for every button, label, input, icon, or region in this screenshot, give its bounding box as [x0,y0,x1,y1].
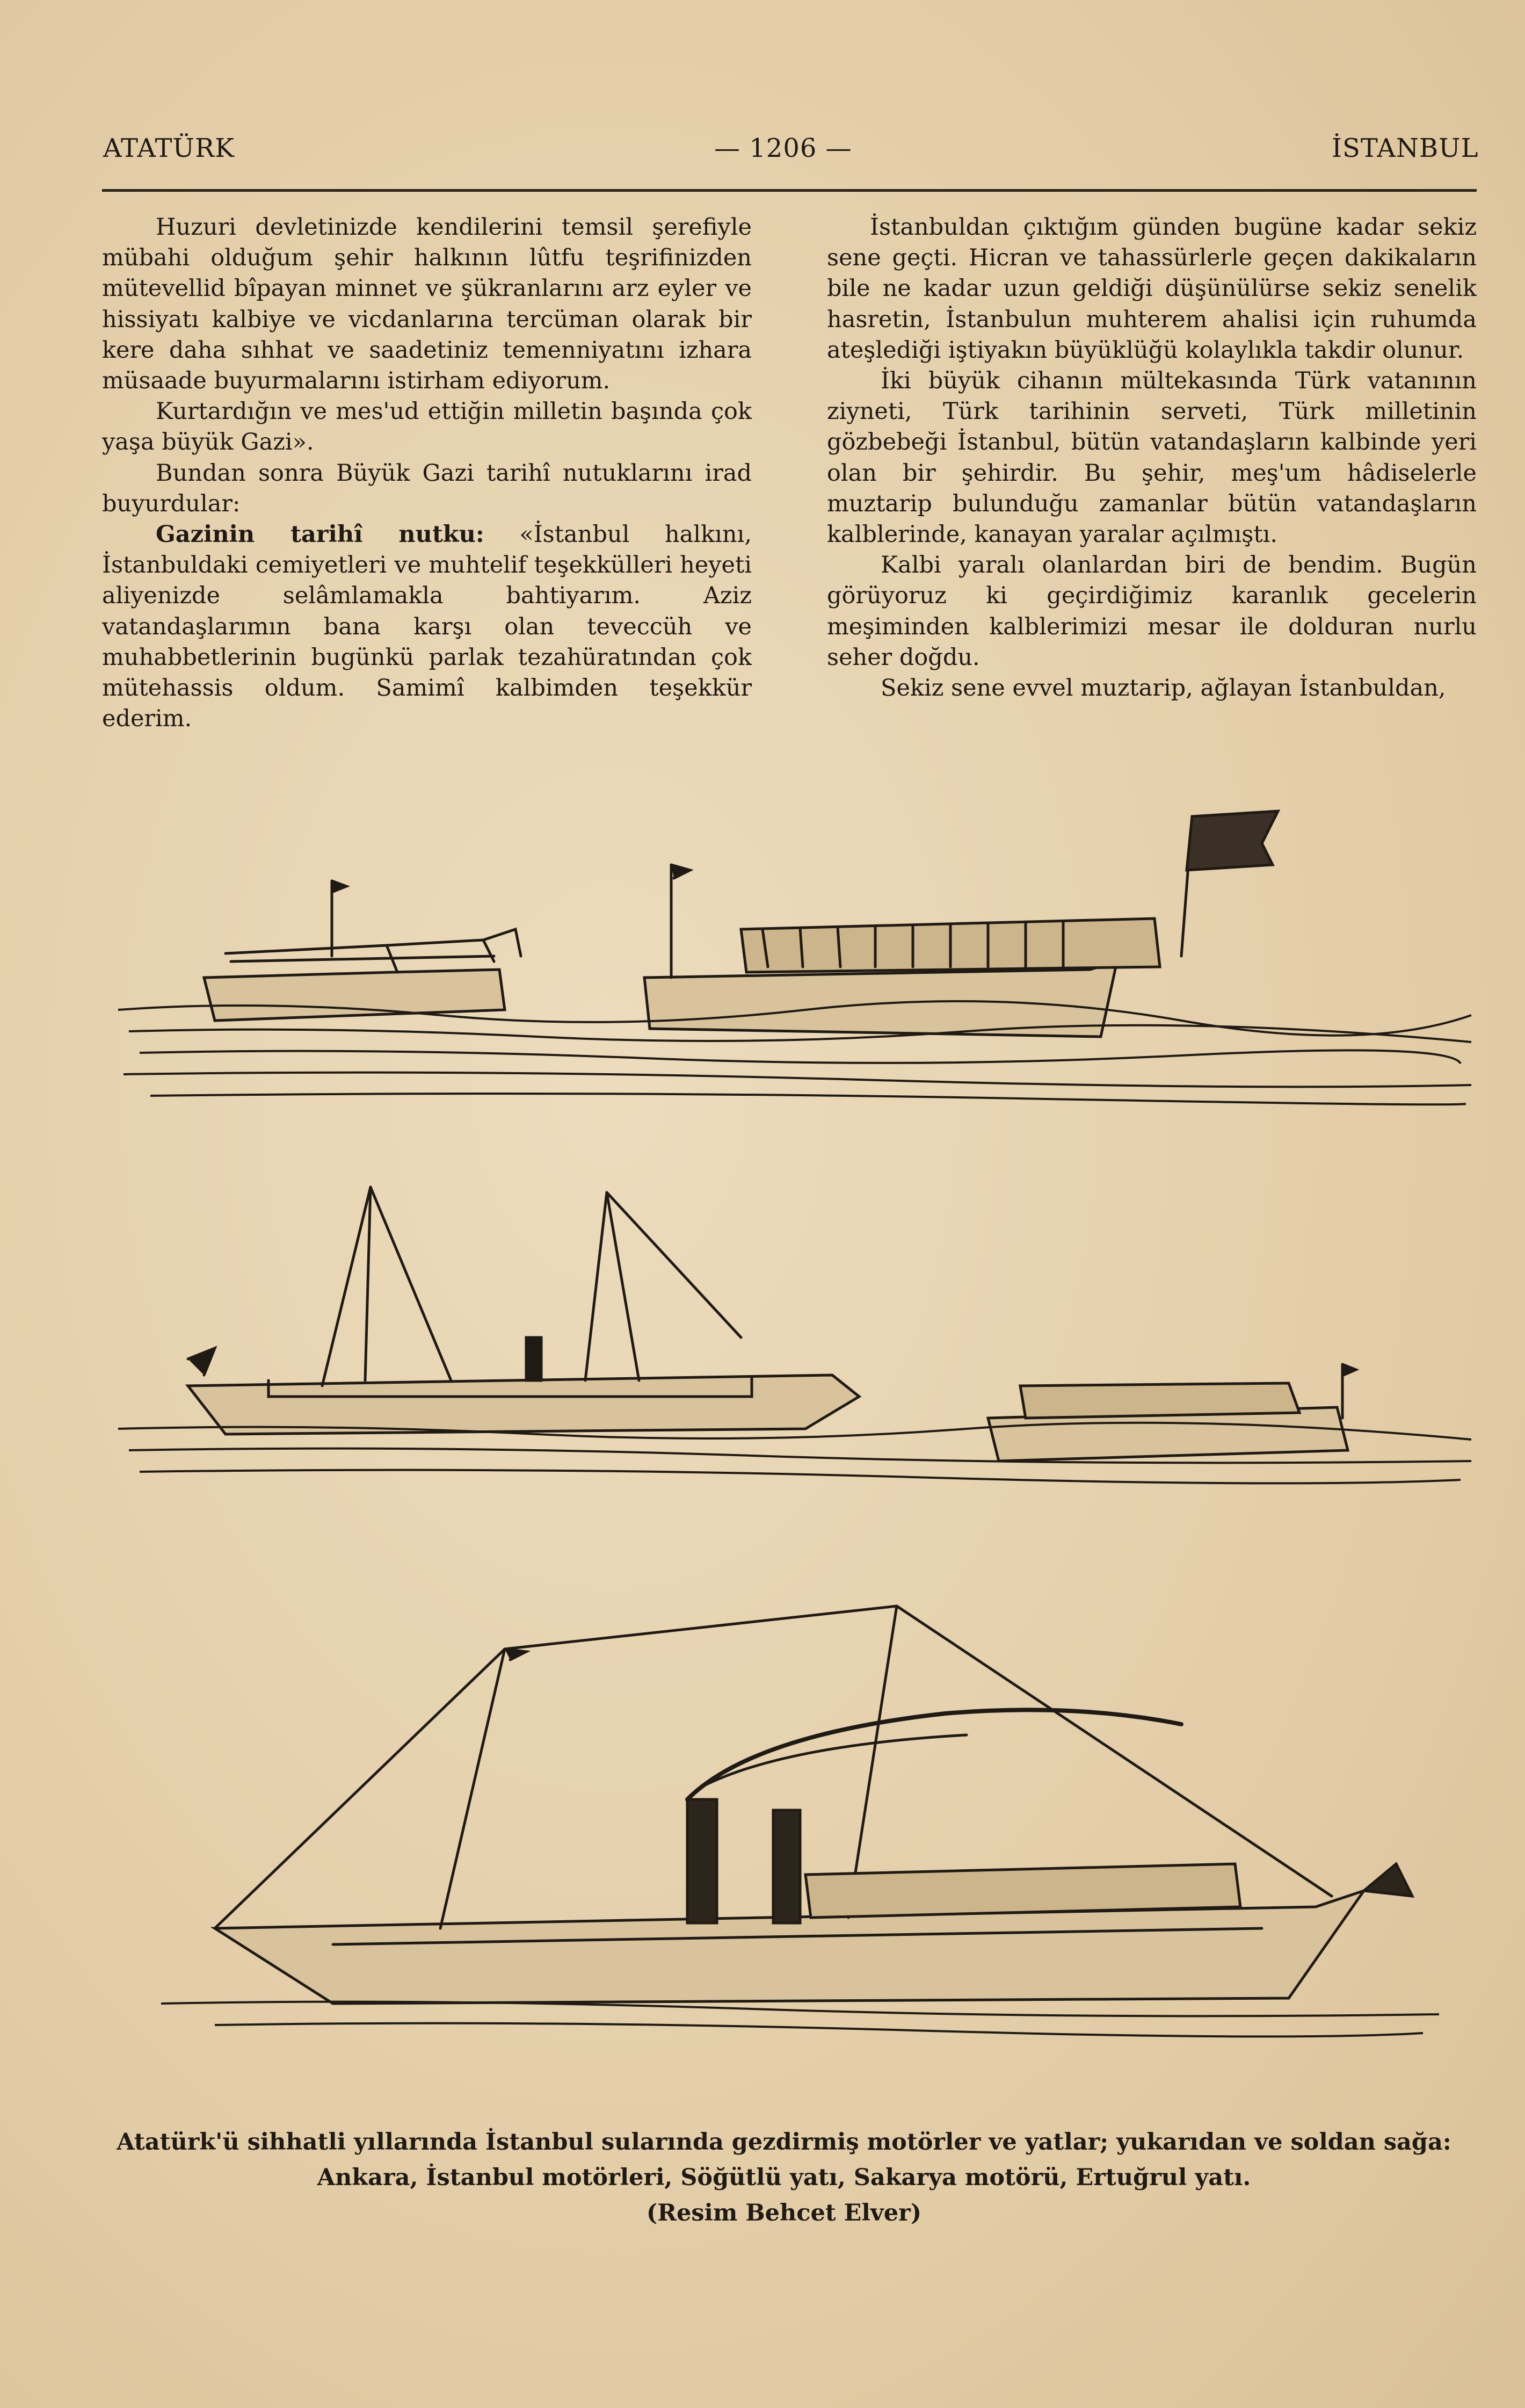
left-paragraph-4 [102,519,752,734]
motorboats-illustration [107,784,1482,1117]
right-paragraph-4: Sekiz sene evvel muztarip, ağlayan İstanbuldan, [881,675,1446,702]
left-paragraph-1: Huzuri devletinizde kendilerini temsil şerefiyle mübahi olduğum şehir halkının lûtfu teşrifinizden mütevellid bîpayan minnet ve şükranlarını arz eyler ve hissiyatı kalbiye ve vicdanlarına tercüman olarak bir kere daha sıhhat ve saadetiniz temenniyatını izhara müsaade buyurmalarını istirham ediyorum. [102,214,752,395]
left-column [102,212,752,734]
caption-line-1: Atatürk'ü sihhatli yıllarında İstanbul sularında gezdirmiş motörler ve yatlar; yukarıdan ve soldan sağa: [117,2129,1451,2156]
left-paragraph-3: Bundan sonra Büyük Gazi tarihî nutuklarını irad buyurdular: [102,459,752,517]
yacht-and-motor-illustration [107,1171,1482,1504]
ertugrul-yacht-illustration [107,1574,1482,2057]
caption-line-2: Ankara, İstanbul motörleri, Söğütlü yatı, Sakarya motörü, Ertuğrul yatı. [317,2164,1251,2191]
right-paragraph-1: İstanbuldan çıktığım günden bugüne kadar sekiz sene geçti. Hicran ve tahassürlerle geçen dakikaların bile ne kadar uzun geldiği düşünülürse sekiz senelik hasretin, İstanbulun muhterem ahalisi için ruhumda ateşlediği iştiyakın büyüklüğü kolaylıkla takdir olunur. [827,214,1477,364]
left-paragraph-2: Kurtardığın ve mes'ud ettiğin milletin başında çok yaşa büyük Gazi». [102,398,752,456]
speech-label: Gazinin tarihî nutku: [156,521,484,548]
header-rule [102,189,1477,192]
right-paragraph-3: Kalbi yaralı olanlardan biri de bendim. Bugün görüyoruz ki geçirdiğimiz karanlık gecelerin meşiminden kalblerimizi mesar ile dolduran nurlu seher doğdu. [827,552,1477,671]
illustration-caption [97,2124,1471,2231]
running-head-left: ATATÜRK [103,133,235,163]
caption-credit: (Resim Behcet Elver) [646,2200,922,2226]
speech-text: «İstanbul halkını, İstanbuldaki cemiyetleri ve muhtelif teşekkülleri heyeti aliyenizde selâmlamakla bahtiyarım. Aziz vatandaşlarımın bana karşı olan teveccüh ve muhabbetlerinin bugünkü parlak tezahüratından çok mütehassis oldum. Samimî kalbimden teşekkür ederim. [102,521,752,733]
running-head-right: İSTANBUL [1332,133,1479,163]
right-column [827,212,1477,704]
page-number: — 1206 — [714,133,852,163]
right-paragraph-2: İki büyük cihanın mültekasında Türk vatanının ziyneti, Türk tarihinin serveti, Türk milletinin gözbebeği İstanbul, bütün vatandaşların kalbinde yeri olan bir şehirdir. Bu şehir, meş'um hâdiselerle muztarip bulunduğu zamanlar bütün vatandaşların kalblerinde, kanayan yaralar açılmıştı. [827,367,1477,548]
